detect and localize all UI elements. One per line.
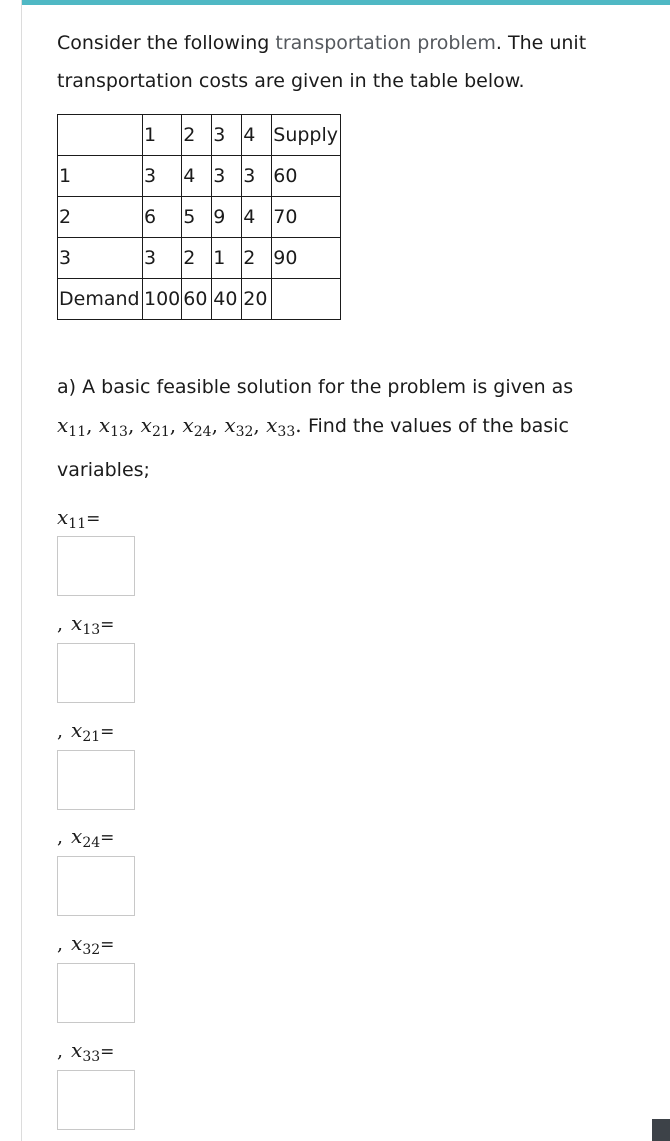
var-letter: x xyxy=(57,505,69,529)
equals-sign: = xyxy=(100,1042,115,1062)
table-cell xyxy=(272,279,341,320)
var-letter: x xyxy=(71,611,83,635)
var-subscript: 21 xyxy=(151,424,170,440)
table-cell: 4 xyxy=(182,156,212,197)
equals-sign: = xyxy=(100,615,115,635)
table-cell: 2 xyxy=(58,197,143,238)
var-subscript: 21 xyxy=(82,729,101,745)
table-row xyxy=(58,156,341,197)
separator-comma: , xyxy=(57,720,64,742)
answer-label-x32 xyxy=(57,930,114,956)
table-cell: 4 xyxy=(242,115,272,156)
equals-sign: = xyxy=(100,722,115,742)
answer-label-x21 xyxy=(57,717,114,743)
table-cell: 20 xyxy=(242,279,272,320)
intro-text: Consider the following xyxy=(57,32,276,54)
table-cell: 40 xyxy=(212,279,242,320)
var-subscript: 13 xyxy=(82,622,101,638)
table-cell: 3 xyxy=(58,238,143,279)
table-cell: 2 xyxy=(182,115,212,156)
var-letter: x xyxy=(140,413,152,437)
var-letter: x xyxy=(98,413,111,437)
intro-text-continued: . The unit transportation costs are given in the table below. xyxy=(57,32,587,92)
left-border xyxy=(21,0,22,1141)
part-a-prefix: a) A basic feasible solution for the problem is given as xyxy=(57,376,574,398)
answer-label-x33 xyxy=(57,1037,114,1063)
problem-intro xyxy=(57,24,637,100)
answer-label-x13 xyxy=(57,610,114,636)
equals-sign: = xyxy=(100,828,115,848)
table-cell: 1 xyxy=(143,115,182,156)
var-subscript: 11 xyxy=(68,516,87,532)
corner-widget[interactable] xyxy=(652,1119,670,1141)
var-subscript: 33 xyxy=(82,1049,101,1065)
top-accent-bar xyxy=(22,0,670,5)
part-a-suffix: Find the values of the basic variables; xyxy=(57,415,569,481)
var-letter: x xyxy=(224,413,236,437)
table-cell: 4 xyxy=(242,197,272,238)
transportation-problem-link[interactable]: transportation problem xyxy=(275,32,496,54)
table-cell: 1 xyxy=(212,238,242,279)
separator-comma: , xyxy=(57,826,64,848)
table-cell: 60 xyxy=(182,279,212,320)
table-header-row xyxy=(58,115,341,156)
table-cell: 1 xyxy=(58,156,143,197)
answer-input-x33[interactable] xyxy=(57,1070,135,1130)
table-cell: 100 xyxy=(143,279,182,320)
basic-variables-list: $x_{11}$, $x_{13}$, $x_{21}$, $x_{24}$, $x_{32}$, $x_{33}$. xyxy=(57,413,302,440)
cost-table xyxy=(57,114,341,320)
answer-input-x11[interactable] xyxy=(57,536,135,596)
var-letter: x xyxy=(71,718,83,742)
var-letter: x xyxy=(266,413,278,437)
table-cell: 2 xyxy=(242,238,272,279)
var-subscript: 24 xyxy=(82,835,101,851)
answer-input-x24[interactable] xyxy=(57,856,135,916)
answer-input-x21[interactable] xyxy=(57,750,135,810)
table-cell: Supply xyxy=(272,115,341,156)
answer-input-x13[interactable] xyxy=(57,643,135,703)
table-cell: Demand xyxy=(58,279,143,320)
table-cell: 3 xyxy=(242,156,272,197)
var-letter: x xyxy=(182,413,194,437)
table-cell: 3 xyxy=(143,156,182,197)
var-subscript: 32 xyxy=(82,942,101,958)
table-cell: 90 xyxy=(272,238,341,279)
var-letter: x xyxy=(71,931,83,955)
table-row xyxy=(58,238,341,279)
equals-sign: = xyxy=(100,935,115,955)
table-cell: 5 xyxy=(182,197,212,238)
var-subscript: 13 xyxy=(110,424,128,440)
table-cell: 3 xyxy=(212,156,242,197)
part-a-question xyxy=(57,368,637,489)
table-cell xyxy=(58,115,143,156)
question-content xyxy=(57,24,637,320)
equals-sign: = xyxy=(86,509,101,529)
answer-input-x32[interactable] xyxy=(57,963,135,1023)
var-subscript: 33 xyxy=(277,424,296,440)
table-cell: 3 xyxy=(212,115,242,156)
table-cell: 2 xyxy=(182,238,212,279)
answer-label-x24 xyxy=(57,823,114,849)
var-subscript: 24 xyxy=(193,424,212,440)
separator-comma: , xyxy=(57,613,64,635)
var-subscript: 32 xyxy=(235,424,254,440)
table-cell: 6 xyxy=(143,197,182,238)
separator-comma: , xyxy=(57,933,64,955)
table-row xyxy=(58,197,341,238)
answer-label-x11 xyxy=(57,504,100,530)
table-cell: 60 xyxy=(272,156,341,197)
table-demand-row xyxy=(58,279,341,320)
table-cell: 70 xyxy=(272,197,341,238)
var-subscript: 11 xyxy=(68,424,87,440)
table-cell: 3 xyxy=(143,238,182,279)
var-letter: x xyxy=(57,413,69,437)
var-letter: x xyxy=(71,824,83,848)
var-letter: x xyxy=(71,1038,83,1062)
separator-comma: , xyxy=(57,1040,64,1062)
table-cell: 9 xyxy=(212,197,242,238)
